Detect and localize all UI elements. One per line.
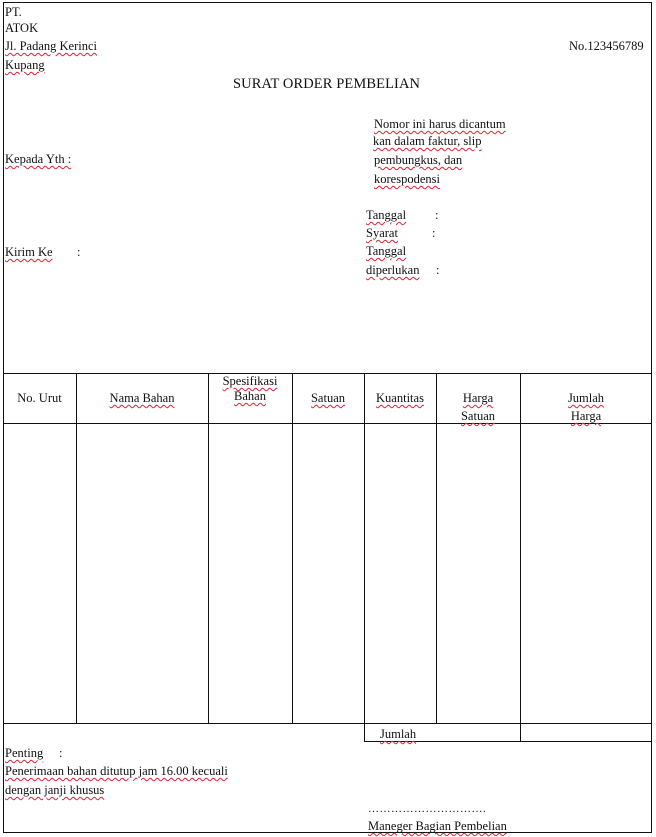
tanggal-diperlukan-colon: :: [436, 263, 440, 277]
company-prefix: PT.: [5, 5, 22, 19]
header-nama-bahan: Nama Bahan: [109, 391, 175, 405]
total-label: Jumlah: [380, 727, 417, 741]
header-spesifikasi-bahan: Spesifikasi Bahan: [222, 374, 278, 403]
penting-line-2: dengan janji khusus: [5, 783, 105, 797]
col-divider-5: [436, 373, 437, 723]
col-divider-2: [208, 373, 209, 723]
col-divider-4: [364, 373, 365, 741]
document-title: SURAT ORDER PEMBELIAN: [233, 76, 421, 92]
signature-title: Maneger Bagian Pembelian: [368, 819, 507, 833]
header-satuan: Satuan: [310, 391, 346, 405]
penting-colon: :: [59, 746, 63, 760]
signature-line: ………………………….: [368, 803, 487, 815]
company-address-city: Kupang: [5, 58, 45, 72]
note-line-4: korespodensi: [374, 172, 440, 186]
col-divider-6: [520, 373, 521, 741]
col-divider-3: [292, 373, 293, 723]
penting-line-1: Penerimaan bahan ditutup jam 16.00 kecuali: [5, 764, 228, 778]
table-body-bottom-line: [3, 723, 652, 724]
header-harga-satuan: Harga Satuan: [460, 391, 496, 423]
syarat-label: Syarat: [366, 226, 398, 240]
company-name: ATOK: [5, 21, 39, 35]
kirim-ke-colon: :: [77, 245, 81, 259]
company-address-street: Jl. Padang Kerinci: [5, 39, 97, 53]
syarat-colon: :: [432, 226, 436, 240]
tanggal-diperlukan-label-1: Tanggal: [366, 244, 407, 258]
header-kuantitas: Kuantitas: [376, 391, 424, 405]
tanggal-label: Tanggal: [366, 208, 407, 222]
note-line-2: kan dalam faktur, slip: [373, 134, 482, 148]
document-number: No.123456789: [569, 39, 644, 53]
col-divider-1: [76, 373, 77, 723]
tanggal-colon: :: [435, 208, 439, 222]
tanggal-diperlukan-label-2: diperlukan: [366, 263, 420, 277]
header-no-urut: No. Urut: [17, 391, 62, 405]
penting-label: Penting: [5, 746, 44, 760]
note-line-1: Nomor ini harus dicantum: [374, 117, 506, 131]
header-jumlah-harga: Jumlah Harga: [567, 391, 605, 423]
table-top-line: [3, 373, 652, 374]
note-line-3: pembungkus, dan: [374, 153, 463, 167]
kirim-ke-label: Kirim Ke: [5, 245, 53, 259]
kepada-yth-label: Kepada Yth :: [5, 152, 72, 166]
